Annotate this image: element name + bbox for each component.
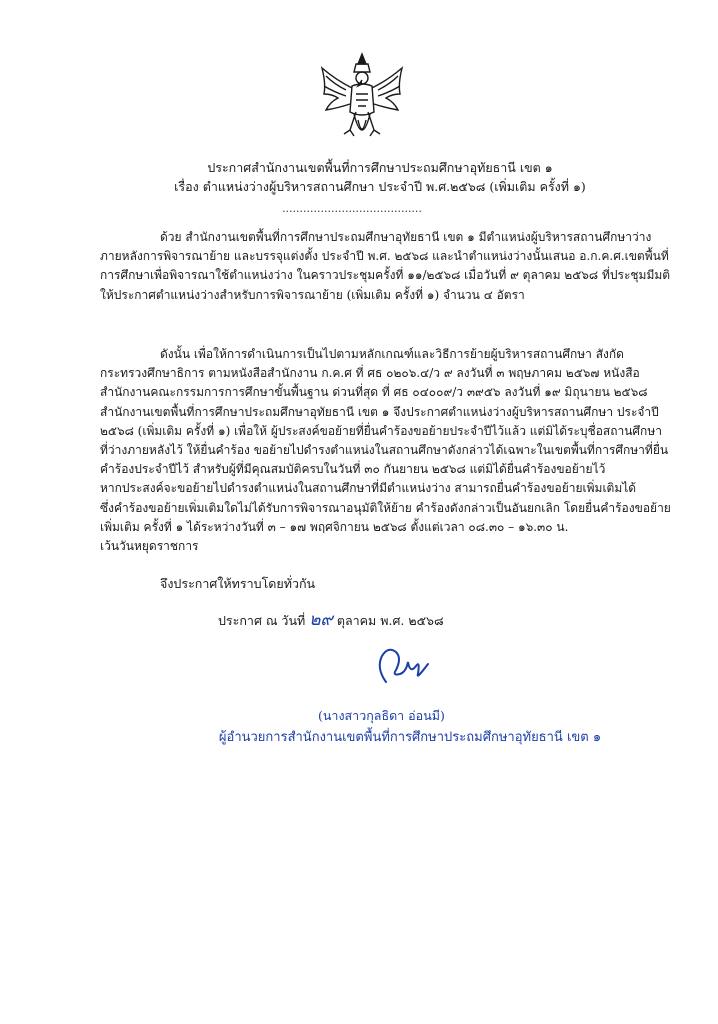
header-title-line2: เรื่อง ตำแหน่งว่างผู้บริหารสถานศึกษา ประจำปี พ.ศ.๒๕๖๘ (เพิ่มเติม ครั้งที่ ๑) [174, 179, 586, 194]
paragraph-1-line: ภายหลังการพิจารณาย้าย และบรรจุแต่งตั้ง ประจำปี พ.ศ. ๒๕๖๘ และนำตำแหน่งว่างนั้นเสนอ อ.ก.ค.ศ.เขตพื้นที่ [100, 249, 669, 264]
announcement-prefix: ประกาศ ณ วันที่ [218, 613, 306, 628]
separator-dots: ........................................ [282, 202, 422, 215]
signer-title: ผู้อำนวยการสำนักงานเขตพื้นที่การศึกษาประถมศึกษาอุทัยธานี เขต ๑ [218, 730, 602, 745]
paragraph-1-line: ให้ประกาศตำแหน่งว่างสำหรับการพิจารณาย้าย (เพิ่มเติม ครั้งที่ ๑) จำนวน ๔ อัตรา [100, 287, 525, 302]
paragraph-2-line: เพิ่มเติม ครั้งที่ ๑ ได้ระหว่างวันที่ ๓ – ๑๗ พฤศจิกายน ๒๕๖๘ ตั้งแต่เวลา ๐๘.๓๐ – ๑๖.๓๐ น. [100, 519, 569, 534]
paragraph-2-line: คำร้องประจำปีไว้ สำหรับผู้ที่มีคุณสมบัติครบในวันที่ ๓๐ กันยายน ๒๕๖๘ แต่มิได้ยื่นคำร้องขอย้ายไว้ [100, 462, 606, 477]
garuda-emblem-icon [316, 50, 408, 150]
paragraph-2-line: กระทรวงศึกษาธิการ ตามหนังสือสำนักงาน ก.ค.ศ ที่ ศธ ๐๒๐๖.๔/ว ๙ ลงวันที่ ๓ พฤษภาคม ๒๕๖๗ หนังสือ [100, 366, 640, 381]
paragraph-2-line: ซึ่งคำร้องขอย้ายเพิ่มเติมใดไม่ได้รับการพิจารณาอนุมัติให้ย้าย คำร้องดังกล่าวเป็นอันยกเลิก โดยยื่นคำร้องขอย้าย [100, 500, 671, 515]
paragraph-1-line: ด้วย สำนักงานเขตพื้นที่การศึกษาประถมศึกษาอุทัยธานี เขต ๑ มีตำแหน่งผู้บริหารสถานศึกษาว่าง [160, 230, 652, 244]
paragraph-1-line: การศึกษาเพื่อพิจารณาใช้ตำแหน่งว่าง ในคราวประชุมครั้งที่ ๑๑/๒๕๖๘ เมื่อวันที่ ๙ ตุลาคม ๒๕๖๘ ที่ประชุมมีมติ [100, 268, 671, 283]
paragraph-2 [100, 345, 680, 556]
announcement-date [218, 606, 444, 633]
paragraph-2-line: ๒๕๖๘ (เพิ่มเติม ครั้งที่ ๑) เพื่อให้ ผู้ประสงค์ขอย้ายที่ยื่นคำร้องขอย้ายประจำปีไว้แล้ว แต่มิได้ระบุชื่อสถานศึกษา [100, 423, 662, 438]
paragraph-2-line: ที่ว่างภายหลังไว้ ให้ยื่นคำร้อง ขอย้ายไปดำรงตำแหน่งในสถานศึกษาดังกล่าวได้เฉพาะในเขตพื้นที่การศึกษาที่ยื่น [100, 443, 669, 458]
paragraph-2-line: สำนักงานเขตพื้นที่การศึกษาประถมศึกษาอุทัยธานี เขต ๑ จึงประกาศตำแหน่งว่างผู้บริหารสถานศึกษา ประจำปี [100, 404, 659, 419]
signer-name: (นางสาวกุลธิดา อ่อนมี) [318, 708, 445, 723]
closing-statement: จึงประกาศให้ทราบโดยทั่วกัน [160, 576, 316, 591]
paragraph-1 [100, 228, 680, 305]
signature-icon [372, 644, 442, 686]
announcement-month-year: ตุลาคม พ.ศ. ๒๕๖๘ [336, 613, 444, 628]
handwritten-day: ๒๙ [309, 610, 333, 630]
paragraph-2-line: ดังนั้น เพื่อให้การดำเนินการเป็นไปตามหลักเกณฑ์และวิธีการย้ายผู้บริหารสถานศึกษา สังกัด [160, 347, 624, 361]
header-title-line1: ประกาศสำนักงานเขตพื้นที่การศึกษาประถมศึกษาอุทัยธานี เขต ๑ [207, 160, 553, 175]
paragraph-2-line: สำนักงานคณะกรรมการการศึกษาขั้นพื้นฐาน ด่วนที่สุด ที่ ศธ ๐๔๐๐๙/ว ๓๙๕๖ ลงวันที่ ๑๙ มิถุนายน ๒๕๖๘ [100, 385, 648, 400]
paragraph-2-line: หากประสงค์จะขอย้ายไปดำรงตำแหน่งในสถานศึกษาที่มีตำแหน่งว่าง สามารถยื่นคำร้องขอย้ายเพิ่มเติมได้ [100, 481, 637, 496]
paragraph-2-line: เว้นวันหยุดราชการ [100, 539, 199, 554]
